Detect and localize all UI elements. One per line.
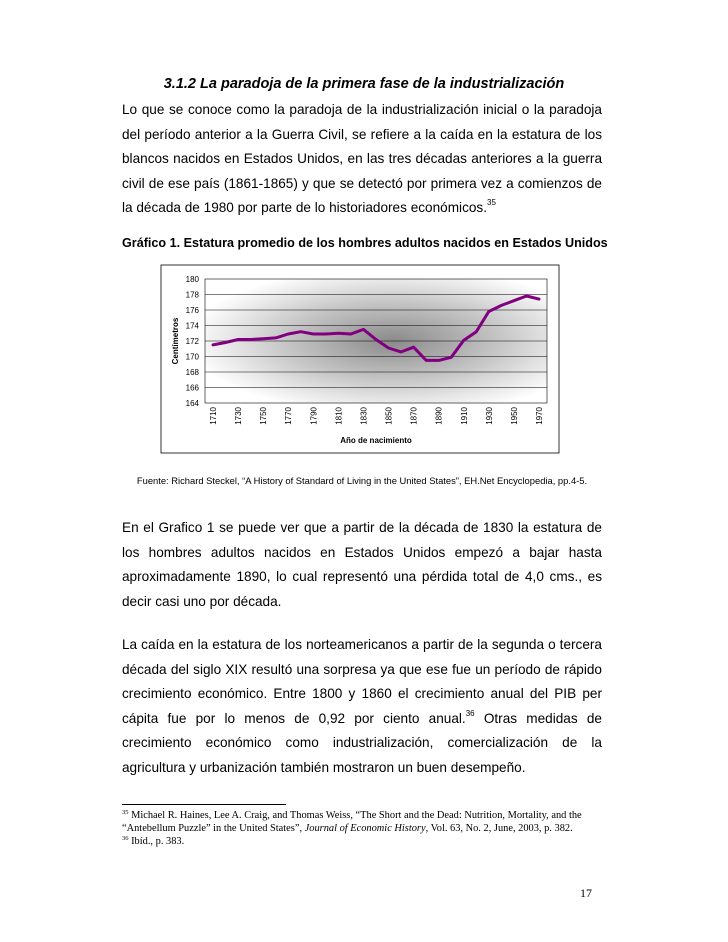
footnote-text: Michael R. Haines, Lee A. Craig, and Thomas Weiss, “The Short and the Dead: Nutrition, Mortality, and the “Antebellum Puzzle” in the United States”, xyxy=(122,810,582,835)
data-point xyxy=(475,331,477,333)
footnote-ref-36: 36 xyxy=(465,708,475,718)
y-tick-label: 176 xyxy=(185,305,199,315)
data-point xyxy=(463,339,465,341)
footnote-text-end: , Vol. 63, No. 2, June, 2003, p. 382. xyxy=(425,823,573,835)
y-tick-label: 180 xyxy=(185,274,199,284)
x-tick-label: 1830 xyxy=(359,407,369,425)
x-tick-label: 1790 xyxy=(309,407,319,425)
y-tick-label: 172 xyxy=(185,336,199,346)
data-point xyxy=(275,337,277,339)
x-tick-label: 1730 xyxy=(234,407,244,425)
y-tick-label: 170 xyxy=(185,352,199,362)
x-axis-label: Año de nacimiento xyxy=(340,436,412,445)
paragraph-analysis: En el Grafico 1 se puede ver que a partir de la década de 1830 la estatura de los hombres adultos nacidos en Estados Unidos empezó a bajar hasta aproximadamente 1890, lo cual representó una pérdida total de 4,0 cms., es decir casi uno por década. xyxy=(122,520,602,609)
data-point xyxy=(500,304,502,306)
paragraph-context-text-after: Otras medidas de crecimiento económico como industrialización, comercialización de la agricultura y urbanización también mostraron un buen desempeño. xyxy=(122,710,602,775)
journal-title: Journal of Economic History xyxy=(304,823,426,835)
section-title: 3.1.2 La paradoja de la primera fase de la industrialización xyxy=(163,76,565,92)
data-point xyxy=(350,333,352,335)
paragraph-intro-text: Lo que se conoce como la paradoja de la industrialización inicial o la paradoja del período anterior a la Guerra Civil, se refiere a la caída en la estatura de los blancos nacidos en Estados Unidos, en las tres décadas anteriores a la guerra civil de ese país (1861-1865) y que se detectó por primera vez a comienzos de la década de 1980 por parte de lo historiadores económicos. xyxy=(122,102,602,216)
page-number: 17 xyxy=(580,886,592,900)
height-line-chart xyxy=(160,264,560,454)
data-point xyxy=(337,332,339,334)
data-point xyxy=(300,331,302,333)
data-point xyxy=(250,339,252,341)
y-tick-label: 166 xyxy=(185,383,199,393)
data-point xyxy=(325,333,327,335)
paragraph-context xyxy=(122,633,602,781)
footnote-separator xyxy=(122,804,286,805)
data-point xyxy=(413,346,415,348)
x-tick-label: 1850 xyxy=(384,407,394,425)
footnote-number: 36 xyxy=(122,835,129,843)
footnotes xyxy=(122,809,602,848)
x-tick-label: 1710 xyxy=(209,407,218,425)
data-point xyxy=(438,359,440,361)
footnote-ref-35: 35 xyxy=(487,198,496,208)
paragraph-intro xyxy=(122,98,602,221)
data-point xyxy=(212,344,214,346)
source-note: Fuente: Richard Steckel, “A History of Standard of Living in the United States”, EH.Net Encyclopedia, pp.4-5. xyxy=(136,475,588,486)
footnote-text: Ibíd., p. 383. xyxy=(128,836,185,848)
data-point xyxy=(287,333,289,335)
data-point xyxy=(363,328,365,330)
footnote-35 xyxy=(122,809,602,835)
x-tick-label: 1870 xyxy=(409,407,419,425)
data-point xyxy=(488,311,490,313)
data-point xyxy=(425,359,427,361)
footnote-number: 35 xyxy=(122,809,129,816)
data-point xyxy=(237,339,239,341)
data-point xyxy=(312,333,314,335)
paragraph-context-text-before: La caída en la estatura de los norteamericanos a partir de la segunda o tercera década del siglo XIX resultó una sorpresa ya que ese fue un período de rápido crecimiento económico. Entre 1800 y 1860 el crecimiento anual del PIB per cápita fue por lo menos de 0,92 por ciento anual. xyxy=(122,637,602,726)
data-point xyxy=(225,342,227,344)
x-tick-label: 1930 xyxy=(484,407,494,425)
x-tick-label: 1770 xyxy=(284,407,294,425)
data-point xyxy=(400,351,402,353)
x-tick-label: 1890 xyxy=(434,407,444,425)
graph-title: Gráfico 1. Estatura promedio de los hombres adultos nacidos en Estados Unidos xyxy=(122,236,608,250)
x-tick-label: 1950 xyxy=(509,407,519,425)
x-tick-label: 1910 xyxy=(459,407,469,425)
y-tick-label: 168 xyxy=(185,367,199,377)
y-axis-label: Centímetros xyxy=(171,317,180,365)
x-tick-label: 1750 xyxy=(259,407,269,425)
data-point xyxy=(450,356,452,358)
x-tick-label: 1810 xyxy=(334,407,344,425)
data-point xyxy=(513,300,515,302)
footnote-36 xyxy=(122,835,602,848)
data-point xyxy=(388,347,390,349)
x-tick-label: 1970 xyxy=(535,407,544,425)
y-tick-label: 164 xyxy=(185,398,199,408)
data-point xyxy=(262,338,264,340)
data-point xyxy=(538,298,540,300)
y-tick-label: 174 xyxy=(185,321,199,331)
data-point xyxy=(526,295,528,297)
data-point xyxy=(375,339,377,341)
y-tick-label: 178 xyxy=(185,290,199,300)
